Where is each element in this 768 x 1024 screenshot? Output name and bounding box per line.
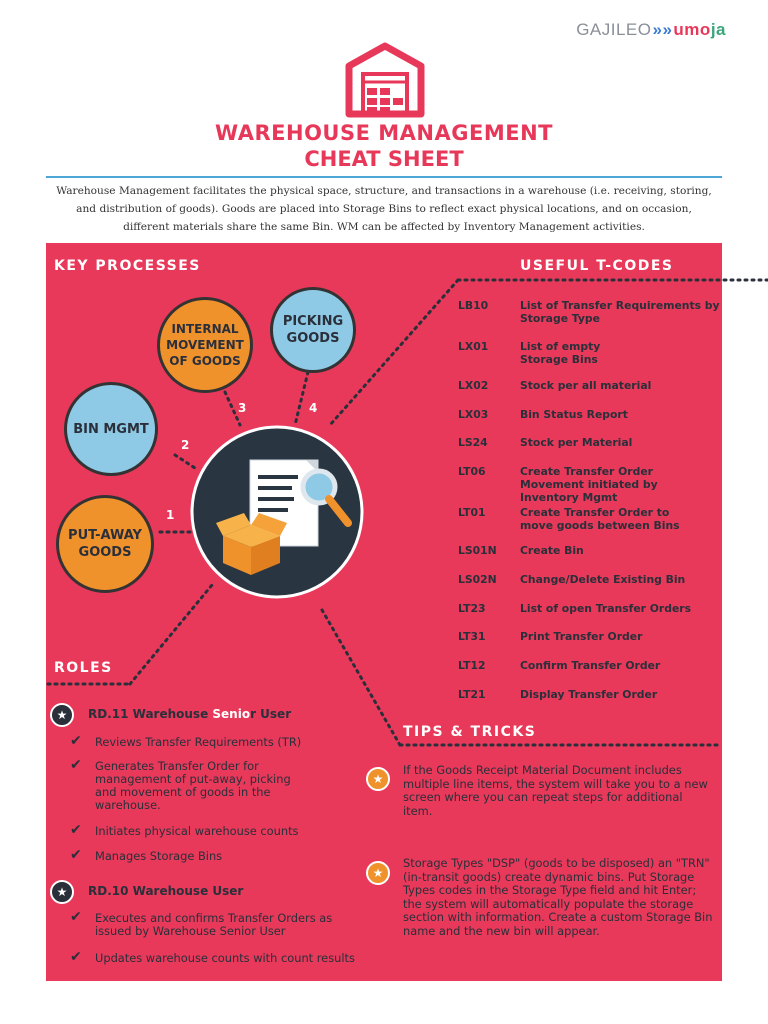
tcode-code: LX03 — [458, 408, 489, 421]
checkmark-icon: ✔ — [70, 949, 82, 965]
tcode-desc: List of Transfer Requirements by Storage Type — [520, 299, 720, 325]
role-bullet: Updates warehouse counts with count results — [95, 951, 355, 965]
tcode-code: LT12 — [458, 659, 486, 672]
tcode-code: LT23 — [458, 602, 486, 615]
key-processes-heading: KEY PROCESSES — [54, 258, 201, 274]
tcode-desc: Stock per all material — [520, 379, 652, 392]
tcode-code: LT01 — [458, 506, 486, 519]
checkmark-icon: ✔ — [70, 822, 82, 838]
star-icon: ★ — [366, 861, 390, 885]
role-title-part: RD.10 Warehouse User — [88, 884, 244, 898]
process-bin-mgmt-label: BIN MGMT — [73, 421, 149, 437]
tcode-desc: Stock per Material — [520, 436, 633, 449]
tcode-code: LS24 — [458, 436, 488, 449]
step-number-3: 3 — [238, 401, 247, 415]
process-put-away — [56, 495, 154, 593]
step-number-2: 2 — [181, 438, 190, 452]
star-icon: ★ — [50, 703, 74, 727]
checkmark-icon: ✔ — [70, 733, 82, 749]
tcode-desc: Create Transfer Order Movement initiated by Inventory Mgmt — [520, 465, 658, 504]
tcode-desc: Display Transfer Order — [520, 688, 658, 701]
title-line-1: WAREHOUSE MANAGEMENT — [215, 121, 553, 145]
role-title-part: r User — [250, 707, 292, 721]
tcode-desc: Print Transfer Order — [520, 630, 643, 643]
document-search-icon — [188, 423, 366, 601]
tcode-desc: Bin Status Report — [520, 408, 628, 421]
checkmark-icon: ✔ — [70, 757, 82, 773]
logo-part-3: ja — [710, 20, 726, 39]
role-bullet: Initiates physical warehouse counts — [95, 824, 299, 838]
role-title-senior — [88, 707, 291, 721]
tcode-desc: Create Transfer Order to move goods between Bins — [520, 506, 680, 532]
role-bullet: Manages Storage Bins — [95, 849, 223, 863]
tcode-desc: Confirm Transfer Order — [520, 659, 661, 672]
role-bullet: Reviews Transfer Requirements (TR) — [95, 735, 302, 749]
tip-text: Storage Types "DSP" (goods to be disposed) an "TRN" (in-transit goods) create dynamic bins. Put Storage Types codes in the Storage Type field and hit Enter; the system will automatically populate the storage section with information. Create a custom Storage Bin name and the new bin will appear. — [403, 856, 713, 938]
process-put-away-label: PUT-AWAY GOODS — [68, 528, 142, 560]
tcode-code: LT06 — [458, 465, 486, 478]
tcode-desc: List of empty Storage Bins — [520, 340, 601, 366]
title-line-2: CHEAT SHEET — [304, 147, 464, 171]
star-icon: ★ — [366, 767, 390, 791]
logo-part-2: umo — [673, 20, 711, 39]
tcode-code: LS01N — [458, 544, 497, 557]
checkmark-icon: ✔ — [70, 909, 82, 925]
tcode-code: LS02N — [458, 573, 497, 586]
process-picking-goods-label: PICKING GOODS — [282, 314, 344, 346]
role-title-part: RD.11 Warehouse — [88, 707, 213, 721]
tcode-code: LT21 — [458, 688, 486, 701]
star-icon: ★ — [50, 880, 74, 904]
tcode-desc: Create Bin — [520, 544, 584, 557]
role-bullet: Executes and confirms Transfer Orders as issued by Warehouse Senior User — [95, 911, 333, 938]
role-title-user — [88, 884, 243, 898]
checkmark-icon: ✔ — [70, 847, 82, 863]
tcode-code: LB10 — [458, 299, 489, 312]
tcode-desc: Change/Delete Existing Bin — [520, 573, 686, 586]
tcode-code: LX01 — [458, 340, 489, 353]
intro-paragraph: Warehouse Management facilitates the physical space, structure, and transactions in a warehouse (i.e. receiving, storing, and distribution of goods). Goods are placed into Storage Bins to reflect exact physical locations, and on occasion, different materials share the same Bin. WM can be affected by Inventory Management activities. — [56, 185, 712, 233]
tcode-desc: List of open Transfer Orders — [520, 602, 692, 615]
role-bullet: Generates Transfer Order for management of put-away, picking and movement of goods in the warehouse. — [95, 759, 291, 812]
logo-part-1: GAJILEO — [576, 20, 652, 39]
tip-text: If the Goods Receipt Material Document includes multiple line items, the system will take you to a new screen where you can repeat steps for additional item. — [403, 763, 708, 818]
step-number-4: 4 — [309, 401, 318, 415]
step-number-1: 1 — [166, 508, 175, 522]
tcode-code: LT31 — [458, 630, 486, 643]
logo-arrows: »» — [652, 20, 673, 39]
roles-heading: ROLES — [54, 660, 113, 676]
process-bin-mgmt — [64, 382, 158, 476]
process-picking-goods — [270, 287, 356, 373]
tips-heading: TIPS & TRICKS — [403, 724, 537, 740]
role-title-part: Senio — [212, 707, 251, 721]
process-internal-movement-label: INTERNAL MOVEMENT OF GOODS — [166, 322, 244, 368]
tcodes-heading: USEFUL T-CODES — [520, 258, 674, 274]
tcode-code: LX02 — [458, 379, 489, 392]
process-internal-movement — [157, 297, 253, 393]
